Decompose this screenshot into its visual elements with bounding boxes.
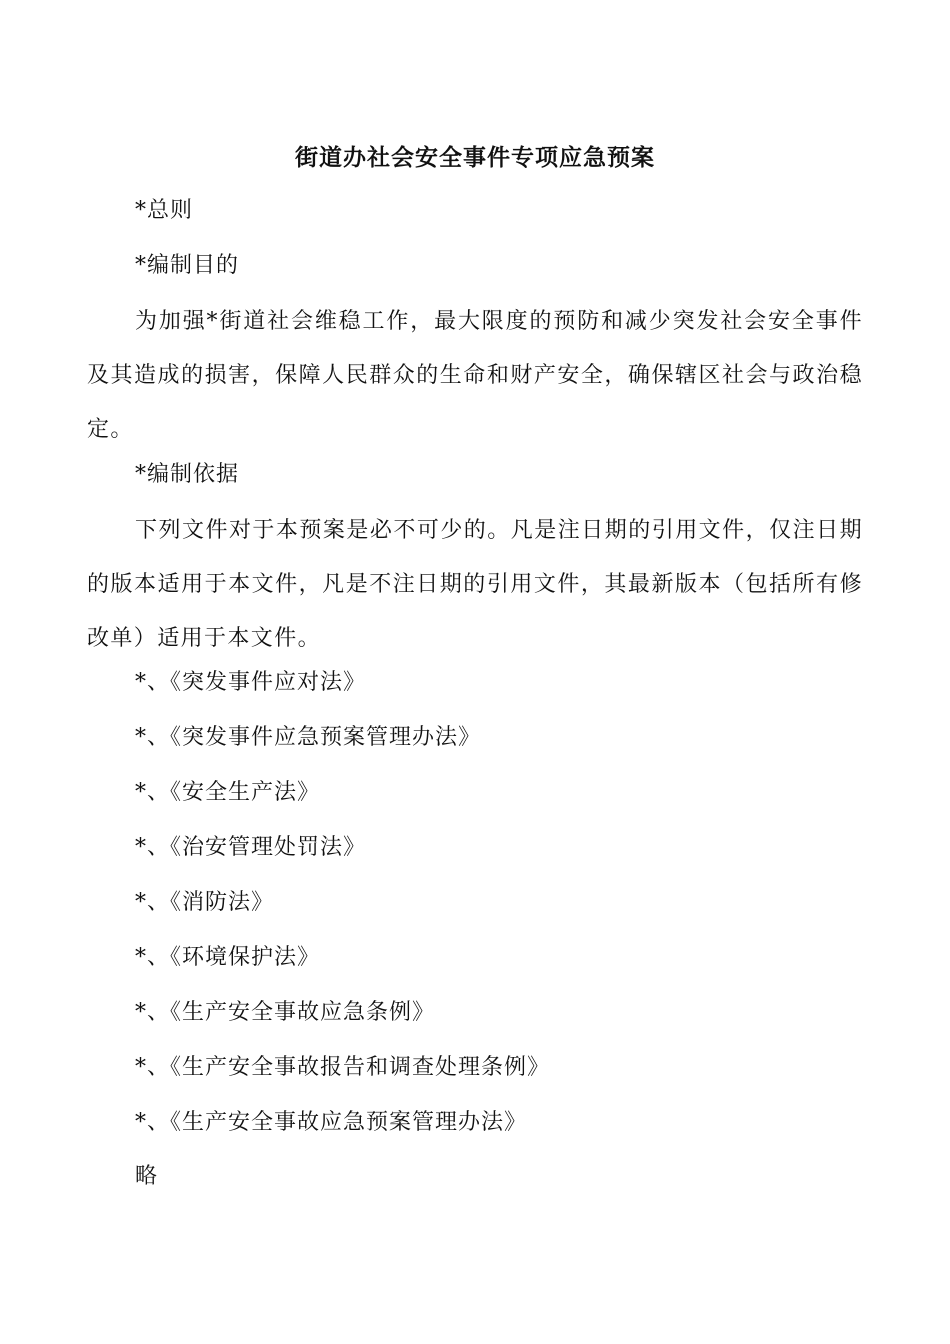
- section-heading-general: *总则: [135, 198, 194, 223]
- reference-item: *、《生产安全事故应急预案管理办法》: [135, 1110, 528, 1135]
- reference-list: [135, 663, 550, 1158]
- reference-item: *、《治安管理处罚法》: [135, 835, 367, 860]
- section-heading-purpose: *编制目的: [135, 253, 240, 278]
- section-heading-basis: *编制依据: [135, 462, 240, 487]
- document-title: 街道办社会安全事件专项应急预案: [295, 144, 655, 171]
- basis-paragraph: 下列文件对于本预案是必不可少的。凡是注日期的引用文件，仅注日期的版本适用于本文件，凡是不注日期的引用文件，其最新版本（包括所有修改单）适用于本文件。: [87, 518, 863, 651]
- reference-item: *、《消防法》: [135, 890, 275, 915]
- reference-item: *、《突发事件应急预案管理办法》: [135, 725, 482, 750]
- purpose-paragraph: 为加强*街道社会维稳工作，最大限度的预防和减少突发社会安全事件及其造成的损害，保障人民群众的生命和财产安全，确保辖区社会与政治稳定。: [87, 309, 863, 442]
- reference-item: *、《安全生产法》: [135, 780, 321, 805]
- reference-item: *、《突发事件应对法》: [135, 670, 367, 695]
- reference-item: *、《环境保护法》: [135, 945, 321, 970]
- reference-item: *、《生产安全事故应急条例》: [135, 1000, 436, 1025]
- reference-item: *、《生产安全事故报告和调查处理条例》: [135, 1055, 551, 1080]
- omitted-marker: 略: [135, 1164, 159, 1189]
